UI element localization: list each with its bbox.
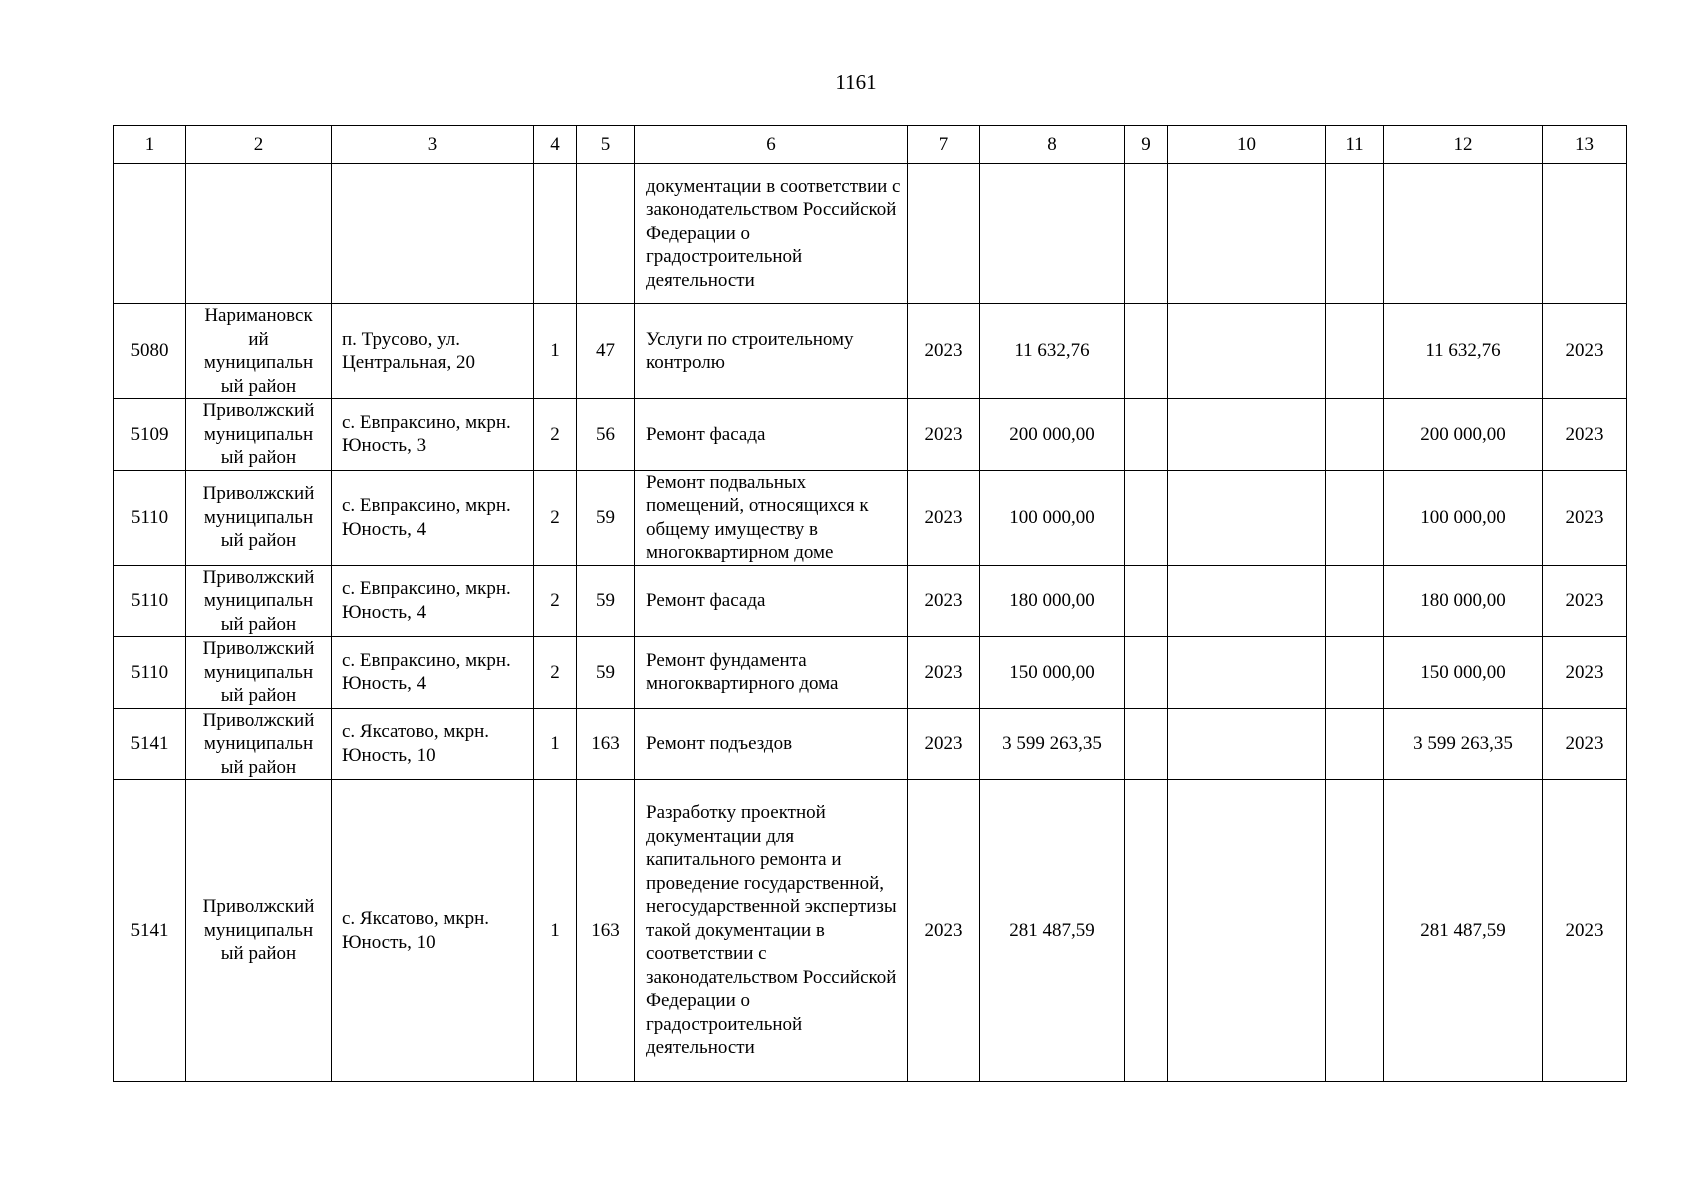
row-col12: 180 000,00 <box>1384 565 1543 637</box>
table-cell <box>1168 164 1326 304</box>
row-district: Приволжский муниципальн ый район <box>186 708 332 780</box>
row-col4: 2 <box>534 637 577 709</box>
row-col10 <box>1168 780 1326 1082</box>
row-description: Ремонт фундамента многоквартирного дома <box>635 637 908 709</box>
table-row <box>114 304 1627 399</box>
row-number: 5110 <box>114 470 186 565</box>
header-cell-1: 1 <box>114 126 186 164</box>
row-col9 <box>1125 304 1168 399</box>
row-year: 2023 <box>908 399 980 471</box>
row-total: 3 599 263,35 <box>980 708 1125 780</box>
row-district: Приволжский муниципальн ый район <box>186 470 332 565</box>
table-row <box>114 399 1627 471</box>
row-district: Приволжский муниципальн ый район <box>186 565 332 637</box>
row-total: 100 000,00 <box>980 470 1125 565</box>
table-cell <box>577 164 635 304</box>
row-col4: 1 <box>534 304 577 399</box>
header-cell-4: 4 <box>534 126 577 164</box>
continuation-row <box>114 164 1627 304</box>
row-total: 180 000,00 <box>980 565 1125 637</box>
row-description: Ремонт фасада <box>635 565 908 637</box>
row-year: 2023 <box>908 780 980 1082</box>
page-number: 1161 <box>835 70 877 94</box>
row-col11 <box>1326 708 1384 780</box>
row-district: Наримановск ий муниципальн ый район <box>186 304 332 399</box>
row-col10 <box>1168 399 1326 471</box>
row-total: 11 632,76 <box>980 304 1125 399</box>
row-col10 <box>1168 470 1326 565</box>
row-col12: 200 000,00 <box>1384 399 1543 471</box>
row-col5: 163 <box>577 780 635 1082</box>
row-address: с. Евпраксино, мкрн. Юность, 3 <box>332 399 534 471</box>
table-cell <box>114 164 186 304</box>
table-cell <box>1125 164 1168 304</box>
row-number: 5110 <box>114 637 186 709</box>
header-cell-5: 5 <box>577 126 635 164</box>
row-year: 2023 <box>908 565 980 637</box>
row-col5: 59 <box>577 637 635 709</box>
header-cell-7: 7 <box>908 126 980 164</box>
header-cell-8: 8 <box>980 126 1125 164</box>
row-col13: 2023 <box>1543 470 1627 565</box>
row-col10 <box>1168 637 1326 709</box>
row-district: Приволжский муниципальн ый район <box>186 399 332 471</box>
row-col10 <box>1168 708 1326 780</box>
header-cell-6: 6 <box>635 126 908 164</box>
row-col5: 59 <box>577 565 635 637</box>
row-col11 <box>1326 304 1384 399</box>
row-address: с. Евпраксино, мкрн. Юность, 4 <box>332 637 534 709</box>
row-col11 <box>1326 780 1384 1082</box>
header-cell-13: 13 <box>1543 126 1627 164</box>
row-address: с. Яксатово, мкрн. Юность, 10 <box>332 708 534 780</box>
table-row <box>114 780 1627 1082</box>
row-col12: 281 487,59 <box>1384 780 1543 1082</box>
table-cell <box>908 164 980 304</box>
table-cell <box>534 164 577 304</box>
row-district: Приволжский муниципальн ый район <box>186 637 332 709</box>
row-col9 <box>1125 565 1168 637</box>
table-row <box>114 470 1627 565</box>
header-cell-10: 10 <box>1168 126 1326 164</box>
row-col13: 2023 <box>1543 780 1627 1082</box>
row-col9 <box>1125 708 1168 780</box>
row-col13: 2023 <box>1543 565 1627 637</box>
row-number: 5141 <box>114 780 186 1082</box>
row-year: 2023 <box>908 637 980 709</box>
row-description: Разработку проектной документации для капитального ремонта и проведение государственной, негосударственной экспертизы такой документации в соответствии с законодательством Российской Федерации о градостроительной деятельности <box>635 780 908 1082</box>
row-col13: 2023 <box>1543 637 1627 709</box>
row-col5: 47 <box>577 304 635 399</box>
table-cell <box>332 164 534 304</box>
row-col9 <box>1125 470 1168 565</box>
row-col12: 11 632,76 <box>1384 304 1543 399</box>
table-cell <box>1543 164 1627 304</box>
row-col9 <box>1125 637 1168 709</box>
row-col10 <box>1168 304 1326 399</box>
continuation-description: документации в соответствии с законодательством Российской Федерации о градостроительной деятельности <box>635 164 908 304</box>
row-total: 281 487,59 <box>980 780 1125 1082</box>
row-col13: 2023 <box>1543 304 1627 399</box>
header-cell-9: 9 <box>1125 126 1168 164</box>
row-number: 5141 <box>114 708 186 780</box>
table-cell <box>980 164 1125 304</box>
row-col4: 2 <box>534 399 577 471</box>
row-col12: 3 599 263,35 <box>1384 708 1543 780</box>
row-col4: 1 <box>534 708 577 780</box>
row-col9 <box>1125 780 1168 1082</box>
row-col11 <box>1326 399 1384 471</box>
row-number: 5080 <box>114 304 186 399</box>
header-cell-2: 2 <box>186 126 332 164</box>
row-address: с. Евпраксино, мкрн. Юность, 4 <box>332 565 534 637</box>
row-col4: 2 <box>534 565 577 637</box>
row-total: 150 000,00 <box>980 637 1125 709</box>
table-cell <box>1326 164 1384 304</box>
row-address: с. Яксатово, мкрн. Юность, 10 <box>332 780 534 1082</box>
row-col4: 2 <box>534 470 577 565</box>
row-district: Приволжский муниципальн ый район <box>186 780 332 1082</box>
header-cell-3: 3 <box>332 126 534 164</box>
row-col9 <box>1125 399 1168 471</box>
row-address: с. Евпраксино, мкрн. Юность, 4 <box>332 470 534 565</box>
row-description: Ремонт подъездов <box>635 708 908 780</box>
row-address: п. Трусово, ул. Центральная, 20 <box>332 304 534 399</box>
row-col11 <box>1326 470 1384 565</box>
row-col4: 1 <box>534 780 577 1082</box>
table-cell <box>186 164 332 304</box>
row-col11 <box>1326 565 1384 637</box>
row-year: 2023 <box>908 304 980 399</box>
works-table <box>113 125 1627 1082</box>
row-col13: 2023 <box>1543 708 1627 780</box>
row-col12: 150 000,00 <box>1384 637 1543 709</box>
row-col11 <box>1326 637 1384 709</box>
row-total: 200 000,00 <box>980 399 1125 471</box>
row-number: 5109 <box>114 399 186 471</box>
row-col5: 163 <box>577 708 635 780</box>
row-col5: 59 <box>577 470 635 565</box>
header-row <box>114 126 1627 164</box>
row-col13: 2023 <box>1543 399 1627 471</box>
table-row <box>114 565 1627 637</box>
row-description: Ремонт фасада <box>635 399 908 471</box>
table-body <box>114 126 1627 1082</box>
row-col10 <box>1168 565 1326 637</box>
header-cell-11: 11 <box>1326 126 1384 164</box>
row-year: 2023 <box>908 470 980 565</box>
row-col5: 56 <box>577 399 635 471</box>
row-col12: 100 000,00 <box>1384 470 1543 565</box>
row-number: 5110 <box>114 565 186 637</box>
table-row <box>114 708 1627 780</box>
table-cell <box>1384 164 1543 304</box>
table-row <box>114 637 1627 709</box>
header-cell-12: 12 <box>1384 126 1543 164</box>
row-description: Ремонт подвальных помещений, относящихся к общему имуществу в многоквартирном доме <box>635 470 908 565</box>
row-description: Услуги по строительному контролю <box>635 304 908 399</box>
row-year: 2023 <box>908 708 980 780</box>
